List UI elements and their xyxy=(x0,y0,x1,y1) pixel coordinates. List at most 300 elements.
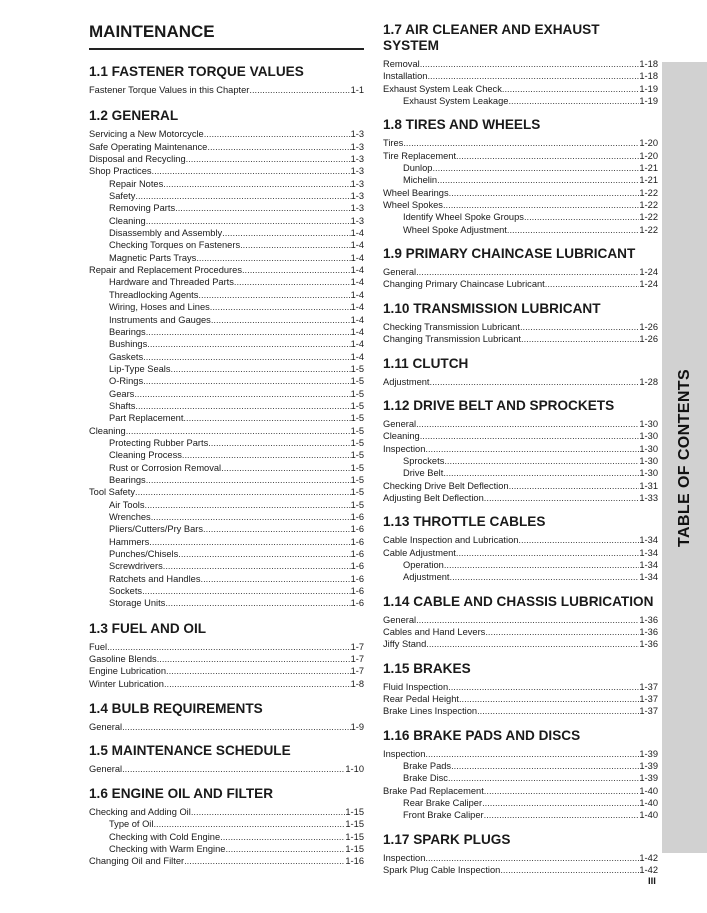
dot-leader xyxy=(456,547,640,559)
toc-subentry[interactable] xyxy=(89,462,364,474)
toc-entry-label: Checking with Cold Engine xyxy=(109,831,221,842)
toc-entry[interactable] xyxy=(383,83,658,95)
toc-entry-page: 1-7 xyxy=(350,641,364,652)
toc-entry-label: Safe Operating Maintenance xyxy=(89,141,208,152)
dot-leader xyxy=(425,443,639,455)
toc-entry-page: 1-36 xyxy=(639,639,658,650)
toc-entry-label: Servicing a New Motorcycle xyxy=(89,129,204,140)
toc-subentry[interactable] xyxy=(89,548,364,560)
dot-leader xyxy=(508,95,639,107)
toc-subentry[interactable] xyxy=(89,338,364,350)
toc-entry-page: 1-4 xyxy=(350,326,364,337)
dot-leader xyxy=(482,797,639,809)
section-title: 1.6 ENGINE OIL AND FILTER xyxy=(89,785,274,801)
section-title: 1.4 BULB REQUIREMENTS xyxy=(89,701,263,717)
toc-subentry[interactable] xyxy=(89,536,364,548)
toc-entry-label: Checking with Warm Engine xyxy=(109,843,226,854)
toc-entry-list xyxy=(89,84,364,96)
toc-subentry[interactable] xyxy=(89,202,364,214)
toc-entry-label: Installation xyxy=(383,71,428,82)
toc-entry-label: Cleaning xyxy=(89,425,126,436)
side-tab-label: TABLE OF CONTENTS xyxy=(675,368,693,547)
toc-entry[interactable] xyxy=(383,266,658,278)
dot-leader xyxy=(524,211,639,223)
toc-entry-label: Gasoline Blends xyxy=(89,654,157,665)
toc-entry[interactable] xyxy=(383,614,658,626)
dot-leader xyxy=(416,614,639,626)
toc-subentry[interactable] xyxy=(383,559,658,571)
dot-leader xyxy=(416,418,639,430)
toc-entry-label: Air Tools xyxy=(109,499,145,510)
toc-entry-label: Drive Belt xyxy=(403,468,444,479)
toc-entry-page: 1-22 xyxy=(639,200,658,211)
dot-leader xyxy=(166,665,351,677)
dot-leader xyxy=(149,536,350,548)
toc-entry-page: 1-40 xyxy=(639,810,658,821)
dot-leader xyxy=(500,864,639,876)
toc-entry-label: Adjusting Belt Deflection xyxy=(383,492,484,503)
toc-subentry[interactable] xyxy=(89,843,364,855)
dot-leader xyxy=(204,128,351,140)
toc-entry-page: 1-5 xyxy=(350,437,364,448)
chapter-title-rule xyxy=(89,48,364,50)
toc-entry-page: 1-6 xyxy=(350,586,364,597)
section-title: 1.3 FUEL AND OIL xyxy=(89,620,207,636)
toc-subentry[interactable] xyxy=(383,571,658,583)
toc-entry-label: Adjustment xyxy=(403,572,450,583)
toc-entry-page: 1-6 xyxy=(350,524,364,535)
toc-entry-page: 1-6 xyxy=(350,549,364,560)
toc-right-column xyxy=(383,22,658,876)
section-title: 1.10 TRANSMISSION LUBRICANT xyxy=(383,300,601,316)
toc-entry-page: 1-4 xyxy=(350,339,364,350)
toc-entry-page: 1-39 xyxy=(639,773,658,784)
toc-entry[interactable] xyxy=(89,84,364,96)
toc-entry[interactable] xyxy=(383,534,658,546)
toc-subentry[interactable] xyxy=(89,499,364,511)
toc-entry-page: 1-4 xyxy=(350,265,364,276)
toc-entry-label: Dunlop xyxy=(403,163,433,174)
dot-leader xyxy=(183,412,350,424)
toc-entry-page: 1-40 xyxy=(639,798,658,809)
toc-entry[interactable] xyxy=(383,626,658,638)
toc-entry-page: 1-15 xyxy=(345,819,364,830)
toc-entry-page: 1-33 xyxy=(639,492,658,503)
toc-entry-list xyxy=(383,266,658,291)
toc-entry-label: Checking Transmission Lubricant xyxy=(383,321,520,332)
toc-subentry[interactable] xyxy=(89,831,364,843)
toc-entry-page: 1-7 xyxy=(350,666,364,677)
toc-entry-label: Brake Pads xyxy=(403,761,452,772)
toc-entry-page: 1-20 xyxy=(639,138,658,149)
toc-subentry[interactable] xyxy=(89,314,364,326)
toc-entry-label: Disposal and Recycling xyxy=(89,154,186,165)
dot-leader xyxy=(249,84,350,96)
dot-leader xyxy=(171,363,351,375)
section-title: 1.11 CLUTCH xyxy=(383,355,469,371)
toc-entry-label: Inspection xyxy=(383,852,426,863)
toc-entry-page: 1-39 xyxy=(639,748,658,759)
toc-entry-label: Ratchets and Handles xyxy=(109,573,201,584)
toc-entry-page: 1-18 xyxy=(639,71,658,82)
toc-entry-label: Cleaning Process xyxy=(109,450,182,461)
toc-entry[interactable] xyxy=(89,721,364,733)
toc-entry-label: Changing Primary Chaincase Lubricant xyxy=(383,279,545,290)
dot-leader xyxy=(184,855,345,867)
dot-leader xyxy=(186,153,351,165)
toc-entry-page: 1-37 xyxy=(639,681,658,692)
toc-subentry[interactable] xyxy=(383,809,658,821)
toc-subentry[interactable] xyxy=(89,560,364,572)
toc-entry-page: 1-28 xyxy=(639,376,658,387)
toc-entry-label: Storage Units xyxy=(109,598,166,609)
dot-leader xyxy=(416,266,639,278)
toc-entry[interactable] xyxy=(89,486,364,498)
toc-subentry[interactable] xyxy=(89,276,364,288)
toc-entry-page: 1-10 xyxy=(345,764,364,775)
toc-entry[interactable] xyxy=(89,165,364,177)
toc-entry-label: General xyxy=(89,722,123,733)
toc-entry-page: 1-30 xyxy=(639,418,658,429)
toc-entry[interactable] xyxy=(89,641,364,653)
dot-leader xyxy=(484,492,640,504)
toc-section xyxy=(383,246,658,291)
toc-entry-label: Type of Oil xyxy=(109,819,154,830)
toc-entry-label: Threadlocking Agents xyxy=(109,289,199,300)
dot-leader xyxy=(448,681,639,693)
toc-entry-page: 1-6 xyxy=(350,598,364,609)
toc-entry[interactable] xyxy=(383,785,658,797)
dot-leader xyxy=(450,571,640,583)
dot-leader xyxy=(518,534,639,546)
toc-entry[interactable] xyxy=(383,187,658,199)
toc-subentry[interactable] xyxy=(383,224,658,236)
dot-leader xyxy=(448,772,639,784)
toc-section xyxy=(383,728,658,822)
toc-entry-page: 1-34 xyxy=(639,572,658,583)
toc-entry[interactable] xyxy=(89,141,364,153)
toc-entry-label: Repair Notes xyxy=(109,178,164,189)
toc-subentry[interactable] xyxy=(89,388,364,400)
toc-entry-list xyxy=(383,614,658,651)
toc-subentry[interactable] xyxy=(89,412,364,424)
toc-subentry[interactable] xyxy=(89,818,364,830)
toc-entry[interactable] xyxy=(383,547,658,559)
toc-subentry[interactable] xyxy=(89,400,364,412)
toc-entry-label: Wheel Bearings xyxy=(383,187,449,198)
toc-subentry[interactable] xyxy=(89,252,364,264)
toc-entry-list xyxy=(383,681,658,718)
toc-entry-page: 1-5 xyxy=(350,487,364,498)
toc-entry-label: General xyxy=(383,418,417,429)
toc-entry-label: Checking Torques on Fasteners xyxy=(109,240,241,251)
toc-entry-page: 1-24 xyxy=(639,279,658,290)
toc-entry-page: 1-37 xyxy=(639,706,658,717)
toc-entry-label: O-Rings xyxy=(109,376,144,387)
toc-entry-label: Changing Oil and Filter xyxy=(89,856,185,867)
toc-entry-list xyxy=(89,128,364,609)
toc-entry-label: Lip-Type Seals xyxy=(109,363,171,374)
toc-entry-page: 1-16 xyxy=(345,856,364,867)
section-title: 1.17 SPARK PLUGS xyxy=(383,831,511,847)
toc-section xyxy=(383,661,658,718)
toc-entry-page: 1-15 xyxy=(345,806,364,817)
dot-leader xyxy=(420,430,640,442)
toc-entry[interactable] xyxy=(89,264,364,276)
dot-leader xyxy=(151,511,351,523)
toc-entry-page: 1-26 xyxy=(639,321,658,332)
section-title: 1.13 THROTTLE CABLES xyxy=(383,514,546,530)
toc-entry-label: General xyxy=(383,614,417,625)
toc-subentry[interactable] xyxy=(383,797,658,809)
toc-entry-page: 1-6 xyxy=(350,536,364,547)
dot-leader xyxy=(420,58,640,70)
toc-entry-page: 1-30 xyxy=(639,431,658,442)
toc-entry[interactable] xyxy=(89,425,364,437)
toc-entry[interactable] xyxy=(383,638,658,650)
dot-leader xyxy=(146,326,351,338)
dot-leader xyxy=(444,559,640,571)
toc-entry-page: 1-4 xyxy=(350,252,364,263)
toc-entry-page: 1-36 xyxy=(639,626,658,637)
toc-subentry[interactable] xyxy=(383,95,658,107)
toc-subentry[interactable] xyxy=(383,174,658,186)
toc-section xyxy=(383,22,658,107)
toc-entry-page: 1-5 xyxy=(350,462,364,473)
toc-entry-label: Cable Adjustment xyxy=(383,547,456,558)
toc-entry-label: Exhaust System Leak Check xyxy=(383,83,502,94)
toc-section xyxy=(383,301,658,346)
dot-leader xyxy=(240,239,350,251)
toc-entry-label: Operation xyxy=(403,559,444,570)
dot-leader xyxy=(242,264,351,276)
toc-section xyxy=(89,701,364,733)
toc-entry[interactable] xyxy=(383,418,658,430)
toc-entry[interactable] xyxy=(383,199,658,211)
dot-leader xyxy=(456,150,639,162)
dot-leader xyxy=(146,215,351,227)
toc-entry[interactable] xyxy=(89,678,364,690)
toc-subentry[interactable] xyxy=(89,474,364,486)
toc-entry-label: Safety xyxy=(109,191,136,202)
dot-leader xyxy=(484,785,640,797)
toc-entry-page: 1-9 xyxy=(350,722,364,733)
toc-entry-page: 1-40 xyxy=(639,785,658,796)
dot-leader xyxy=(152,165,351,177)
toc-subentry[interactable] xyxy=(89,351,364,363)
toc-entry-page: 1-30 xyxy=(639,443,658,454)
toc-entry-page: 1-31 xyxy=(639,480,658,491)
toc-entry[interactable] xyxy=(383,430,658,442)
toc-entry[interactable] xyxy=(89,128,364,140)
dot-leader xyxy=(437,174,639,186)
toc-entry[interactable] xyxy=(383,748,658,760)
toc-entry-label: Protecting Rubber Parts xyxy=(109,437,209,448)
toc-subentry[interactable] xyxy=(89,289,364,301)
dot-leader xyxy=(143,351,350,363)
toc-entry-list xyxy=(89,806,364,868)
toc-entry-page: 1-42 xyxy=(639,852,658,863)
dot-leader xyxy=(143,375,350,387)
toc-entry[interactable] xyxy=(89,855,364,867)
toc-entry[interactable] xyxy=(89,806,364,818)
toc-subentry[interactable] xyxy=(383,455,658,467)
toc-entry[interactable] xyxy=(383,492,658,504)
toc-entry-label: Sprockets xyxy=(403,455,445,466)
toc-entry-label: Screwdrivers xyxy=(109,561,163,572)
toc-entry[interactable] xyxy=(383,70,658,82)
toc-entry-page: 1-37 xyxy=(639,694,658,704)
dot-leader xyxy=(157,653,351,665)
toc-entry-page: 1-7 xyxy=(350,654,364,665)
toc-entry[interactable] xyxy=(89,653,364,665)
toc-subentry[interactable] xyxy=(89,449,364,461)
toc-entry-list xyxy=(383,852,658,877)
toc-subentry[interactable] xyxy=(89,523,364,535)
toc-entry[interactable] xyxy=(383,443,658,455)
toc-section xyxy=(89,786,364,868)
section-title: 1.5 MAINTENANCE SCHEDULE xyxy=(89,743,291,759)
toc-entry-label: Bushings xyxy=(109,339,148,350)
toc-subentry[interactable] xyxy=(383,772,658,784)
toc-entry-page: 1-19 xyxy=(639,96,658,107)
dot-leader xyxy=(175,202,350,214)
toc-entry[interactable] xyxy=(89,763,364,775)
toc-entry[interactable] xyxy=(383,864,658,876)
toc-entry[interactable] xyxy=(383,693,658,705)
toc-entry-label: Fluid Inspection xyxy=(383,681,449,692)
toc-entry[interactable] xyxy=(383,705,658,717)
toc-entry-page: 1-8 xyxy=(350,678,364,689)
toc-entry-label: Checking and Adding Oil xyxy=(89,806,191,817)
toc-entry[interactable] xyxy=(383,852,658,864)
toc-entry-list xyxy=(383,534,658,583)
toc-section xyxy=(383,514,658,583)
dot-leader xyxy=(207,141,350,153)
toc-subentry[interactable] xyxy=(383,211,658,223)
dot-leader xyxy=(191,806,346,818)
toc-subentry[interactable] xyxy=(89,511,364,523)
dot-leader xyxy=(208,437,350,449)
toc-subentry[interactable] xyxy=(89,363,364,375)
toc-entry-page: 1-20 xyxy=(639,150,658,161)
section-title: 1.9 PRIMARY CHAINCASE LUBRICANT xyxy=(383,246,636,262)
toc-subentry[interactable] xyxy=(89,573,364,585)
toc-entry-page: 1-4 xyxy=(350,277,364,288)
toc-entry-page: 1-3 xyxy=(350,215,364,226)
toc-subentry[interactable] xyxy=(89,585,364,597)
toc-entry-label: Identify Wheel Spoke Groups xyxy=(403,212,524,223)
toc-section xyxy=(383,398,658,504)
toc-subentry[interactable] xyxy=(89,227,364,239)
toc-entry-page: 1-19 xyxy=(639,83,658,94)
dot-leader xyxy=(220,831,345,843)
dot-leader xyxy=(451,760,639,772)
toc-entry[interactable] xyxy=(89,153,364,165)
toc-entry[interactable] xyxy=(383,150,658,162)
dot-leader xyxy=(164,678,351,690)
toc-entry-label: Wheel Spokes xyxy=(383,200,443,211)
toc-entry-page: 1-22 xyxy=(639,187,658,198)
toc-entry[interactable] xyxy=(383,278,658,290)
toc-entry-label: Instruments and Gauges xyxy=(109,314,211,325)
dot-leader xyxy=(502,83,640,95)
toc-entry-list xyxy=(383,748,658,822)
dot-leader xyxy=(126,425,351,437)
toc-entry-label: Removal xyxy=(383,59,420,69)
toc-entry[interactable] xyxy=(383,376,658,388)
toc-entry-list xyxy=(383,418,658,504)
dot-leader xyxy=(449,187,640,199)
toc-subentry[interactable] xyxy=(89,215,364,227)
toc-entry-list xyxy=(89,721,364,733)
toc-entry-page: 1-15 xyxy=(345,843,364,854)
dot-leader xyxy=(178,548,350,560)
toc-entry-page: 1-4 xyxy=(350,314,364,325)
dot-leader xyxy=(509,480,640,492)
toc-subentry[interactable] xyxy=(383,760,658,772)
toc-entry-label: Engine Lubrication xyxy=(89,666,167,677)
toc-entry-label: Tires xyxy=(383,138,404,149)
toc-entry[interactable] xyxy=(383,58,658,70)
toc-entry-label: General xyxy=(383,267,417,278)
toc-entry[interactable] xyxy=(89,665,364,677)
toc-subentry[interactable] xyxy=(89,375,364,387)
toc-subentry[interactable] xyxy=(89,190,364,202)
dot-leader xyxy=(485,626,639,638)
section-title: 1.12 DRIVE BELT AND SPROCKETS xyxy=(383,397,615,413)
toc-entry-page: 1-4 xyxy=(350,302,364,313)
toc-entry[interactable] xyxy=(383,333,658,345)
dot-leader xyxy=(200,573,350,585)
toc-entry-label: Brake Disc xyxy=(403,773,448,784)
toc-entry-label: Magnetic Parts Trays xyxy=(109,252,197,263)
toc-section xyxy=(383,356,658,388)
toc-entry[interactable] xyxy=(383,321,658,333)
dot-leader xyxy=(146,474,351,486)
dot-leader xyxy=(134,388,350,400)
toc-subentry[interactable] xyxy=(383,467,658,479)
toc-subentry[interactable] xyxy=(89,239,364,251)
toc-entry-label: Checking Drive Belt Deflection xyxy=(383,480,509,491)
toc-entry-page: 1-18 xyxy=(639,59,658,69)
toc-entry-list xyxy=(89,641,364,690)
toc-entry[interactable] xyxy=(383,681,658,693)
toc-entry-label: Cables and Hand Levers xyxy=(383,626,486,637)
toc-entry[interactable] xyxy=(383,137,658,149)
section-title: 1.7 AIR CLEANER AND EXHAUST SYSTEM xyxy=(383,22,600,53)
toc-subentry[interactable] xyxy=(89,178,364,190)
toc-entry-label: Sockets xyxy=(109,586,143,597)
toc-subentry[interactable] xyxy=(89,301,364,313)
toc-entry-page: 1-5 xyxy=(350,363,364,374)
toc-entry-label: Front Brake Caliper xyxy=(403,810,484,821)
toc-entry-label: Cleaning xyxy=(383,431,420,442)
toc-entry-label: Removing Parts xyxy=(109,203,176,214)
toc-subentry[interactable] xyxy=(383,162,658,174)
toc-entry-page: 1-3 xyxy=(350,141,364,152)
toc-section xyxy=(383,117,658,236)
toc-subentry[interactable] xyxy=(89,437,364,449)
toc-entry-page: 1-5 xyxy=(350,450,364,461)
toc-entry[interactable] xyxy=(383,480,658,492)
dot-leader xyxy=(107,641,350,653)
toc-entry-page: 1-5 xyxy=(350,400,364,411)
toc-subentry[interactable] xyxy=(89,597,364,609)
toc-subentry[interactable] xyxy=(89,326,364,338)
toc-entry-page: 1-5 xyxy=(350,376,364,387)
dot-leader xyxy=(144,499,350,511)
